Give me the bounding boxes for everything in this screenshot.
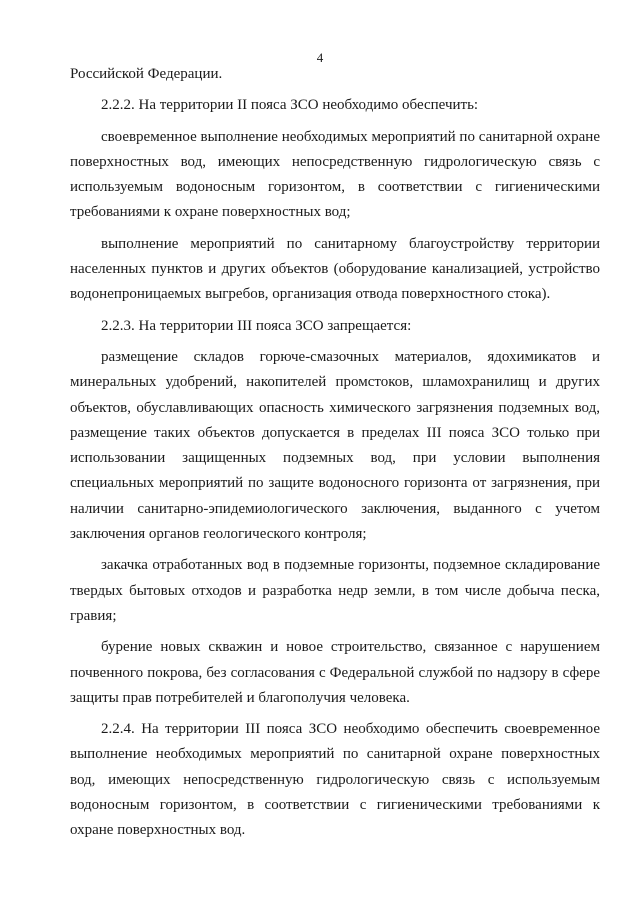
paragraph-list-item: размещение складов горюче-смазочных материалов, ядохимикатов и минеральных удобрений, накопителей промстоков, шламохранилищ и других объектов, обуславливающих опасность химического загрязнения подземных вод, размещение таких объектов допускается в пределах III пояса ЗСО только при использовании защищенных подземных вод, при условии выполнения специальных мероприятий по защите водоносного горизонта от загрязнения, при наличии санитарно-эпидемиологического заключения, выданного с учетом заключения органов геологического контроля; [70, 348, 600, 543]
page-number: 4 [316, 50, 324, 65]
section-paragraph-2-2-4: 2.2.4. На территории III пояса ЗСО необходимо обеспечить своевременное выполнение необходимых мероприятий по санитарной охране поверхностных вод, имеющих непосредственную гидрологическую связь с используемым водоносным горизонтом, в соответствии с гигиеническими требованиями к охране поверхностных вод. [70, 721, 600, 839]
section-heading-2-2-3: 2.2.3. На территории III пояса ЗСО запрещается: [101, 317, 412, 334]
document-body [70, 62, 600, 844]
section-heading-2-2-2: 2.2.2. На территории II пояса ЗСО необходимо обеспечить: [101, 97, 479, 114]
paragraph-list-item: бурение новых скважин и новое строительство, связанное с нарушением почвенного покрова, без согласования с Федеральной службой по надзору в сфере защиты прав потребителей и благополучия человека. [70, 639, 600, 706]
paragraph-list-item: своевременное выполнение необходимых мероприятий по санитарной охране поверхностных вод, имеющих непосредственную гидрологическую связь с используемым водоносным горизонтом, в соответствии с гигиеническими требованиями к охране поверхностных вод; [70, 128, 600, 221]
paragraph-list-item: закачка отработанных вод в подземные горизонты, подземное складирование твердых бытовых отходов и разработка недр земли, в том числе добыча песка, гравия; [70, 557, 600, 624]
paragraph-continuation: Российской Федерации. [70, 66, 223, 82]
paragraph-list-item: выполнение мероприятий по санитарному благоустройству территории населенных пунктов и других объектов (оборудование канализацией, устройство водонепроницаемых выгребов, организация отвода поверхностного стока). [70, 235, 600, 303]
